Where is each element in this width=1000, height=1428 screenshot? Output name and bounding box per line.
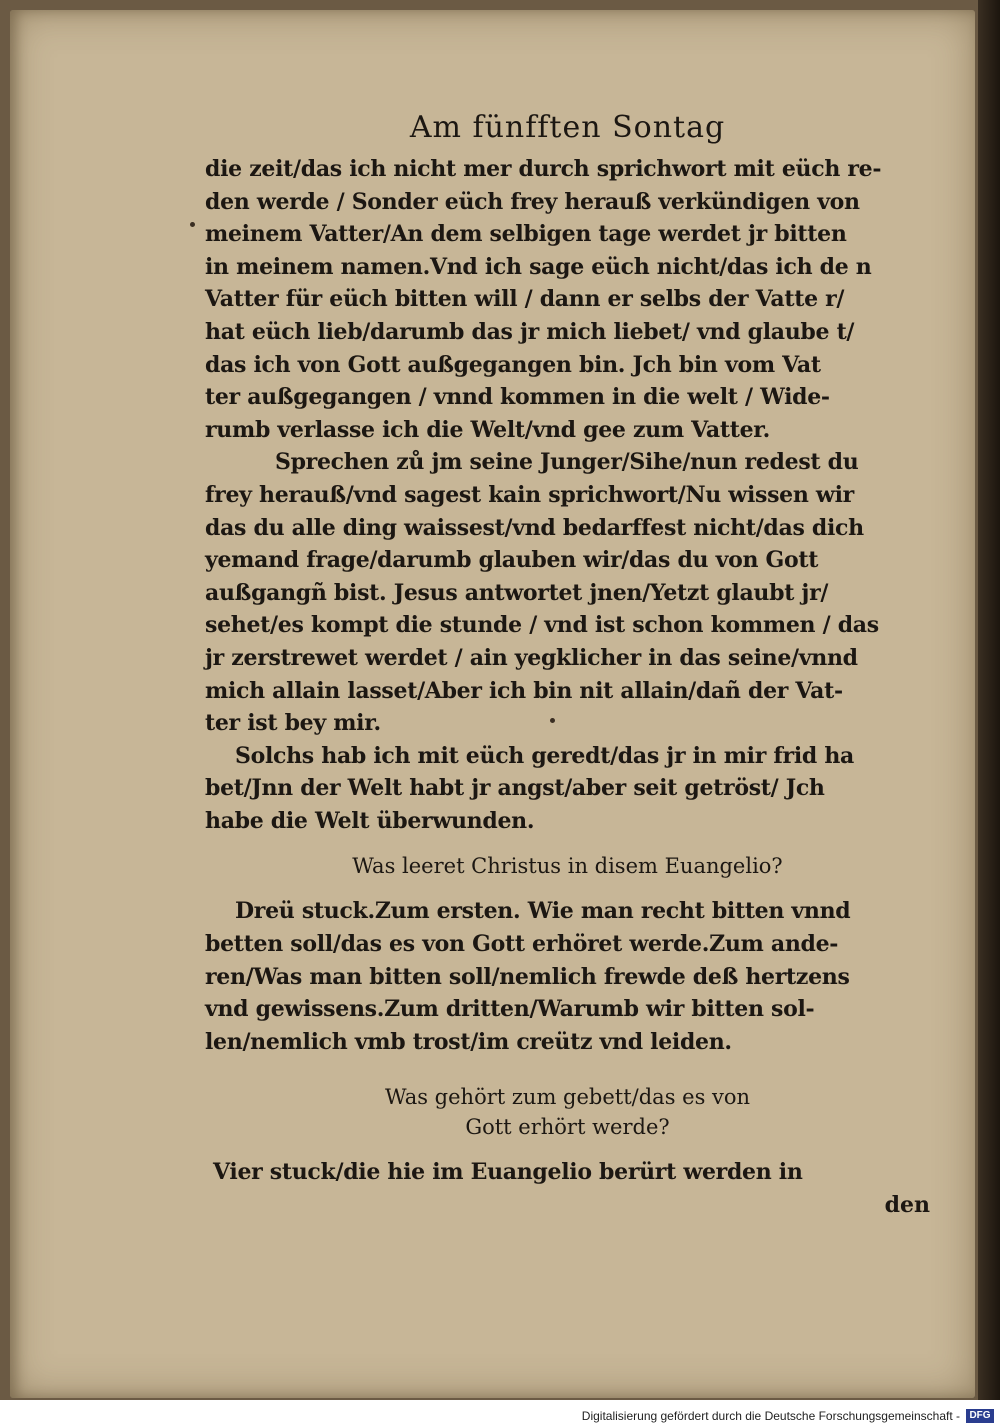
text-line: Solchs hab ich mit eüch geredt/das jr in mir frid ha — [235, 742, 854, 769]
paragraph-4 — [205, 895, 930, 1058]
text-line: vnd gewissens.Zum dritten/Warumb wir bitten sol- — [205, 996, 815, 1023]
catchword: den — [884, 1192, 930, 1219]
text-line: außgangñ bist. Jesus antwortet jnen/Yetzt glaubt jr/ — [205, 579, 829, 606]
paragraph-2 — [205, 446, 930, 739]
text-block — [205, 110, 930, 1221]
text-line: bet/Jnn der Welt habt jr angst/aber seit getröst/ Jch — [205, 775, 825, 802]
ink-spot — [550, 718, 555, 723]
text-line: ter außgegangen / vnnd kommen in die welt / Wide- — [205, 384, 830, 411]
text-line: ren/Was man bitten soll/nemlich frewde deß hertzens — [205, 963, 850, 990]
text-line: sehet/es kompt die stunde / vnd ist schon kommen / das — [205, 612, 879, 639]
text-line: Vier stuck/die hie im Euangelio berürt werden in — [213, 1159, 803, 1186]
text-line: hat eüch lieb/darumb das jr mich liebet/ vnd glaube t/ — [205, 318, 855, 345]
text-line: das du alle ding waissest/vnd bedarffest nicht/das dich — [205, 514, 864, 541]
paragraph-3 — [205, 740, 930, 838]
text-line: habe die Welt überwunden. — [205, 807, 535, 834]
text-line: das ich von Gott außgegangen bin. Jch bin vom Vat — [205, 351, 821, 378]
text-line: Sprechen zů jm seine Junger/Sihe/nun redest du — [275, 449, 859, 476]
text-line: Vatter für eüch bitten will / dann er selbs der Vatte r/ — [205, 286, 845, 313]
text-line: yemand frage/darumb glauben wir/das du von Gott — [205, 547, 819, 574]
text-line: Dreü stuck.Zum ersten. Wie man recht bitten vnnd — [235, 898, 851, 925]
text-line: frey herauß/vnd sagest kain sprichwort/Nu wissen wir — [205, 481, 854, 508]
text-line: jr zerstrewet werdet / ain yegklicher in das seine/vnnd — [205, 644, 858, 671]
text-line: den werde / Sonder eüch frey herauß verkündigen von — [205, 188, 860, 215]
text-line: len/nemlich vmb trost/im creütz vnd leiden. — [205, 1028, 732, 1055]
text-line: in meinem namen.Vnd ich sage eüch nicht/das ich de n — [205, 253, 872, 280]
footer-bar — [0, 1400, 1000, 1428]
dfg-logo: DFG — [966, 1409, 994, 1423]
text-line: mich allain lasset/Aber ich bin nit allain/dañ der Vat- — [205, 677, 843, 704]
text-line: betten soll/das es von Gott erhöret werde.Zum ande- — [205, 931, 839, 958]
book-gutter — [978, 0, 1000, 1400]
text-line: rumb verlasse ich die Welt/vnd gee zum Vatter. — [205, 416, 770, 443]
ink-spot — [190, 222, 195, 227]
footer-credit: Digitalisierung gefördert durch die Deutsche Forschungsgemeinschaft - — [581, 1409, 960, 1423]
section-heading: Gott erhört werde? — [465, 1115, 670, 1140]
text-line: die zeit/das ich nicht mer durch sprichwort mit eüch re- — [205, 156, 882, 182]
section-heading: Was gehört zum gebett/das es von — [384, 1085, 751, 1110]
text-line: meinem Vatter/An dem selbigen tage werdet jr bitten — [205, 221, 847, 248]
book-page — [10, 10, 975, 1398]
paragraph-1 — [205, 153, 930, 446]
paragraph-5 — [205, 1156, 930, 1189]
text-line: ter ist bey mir. — [205, 710, 381, 737]
section-heading: Was leeret Christus in disem Euangelio? — [352, 854, 783, 879]
running-head: Am fünfften Sontag — [409, 110, 726, 145]
